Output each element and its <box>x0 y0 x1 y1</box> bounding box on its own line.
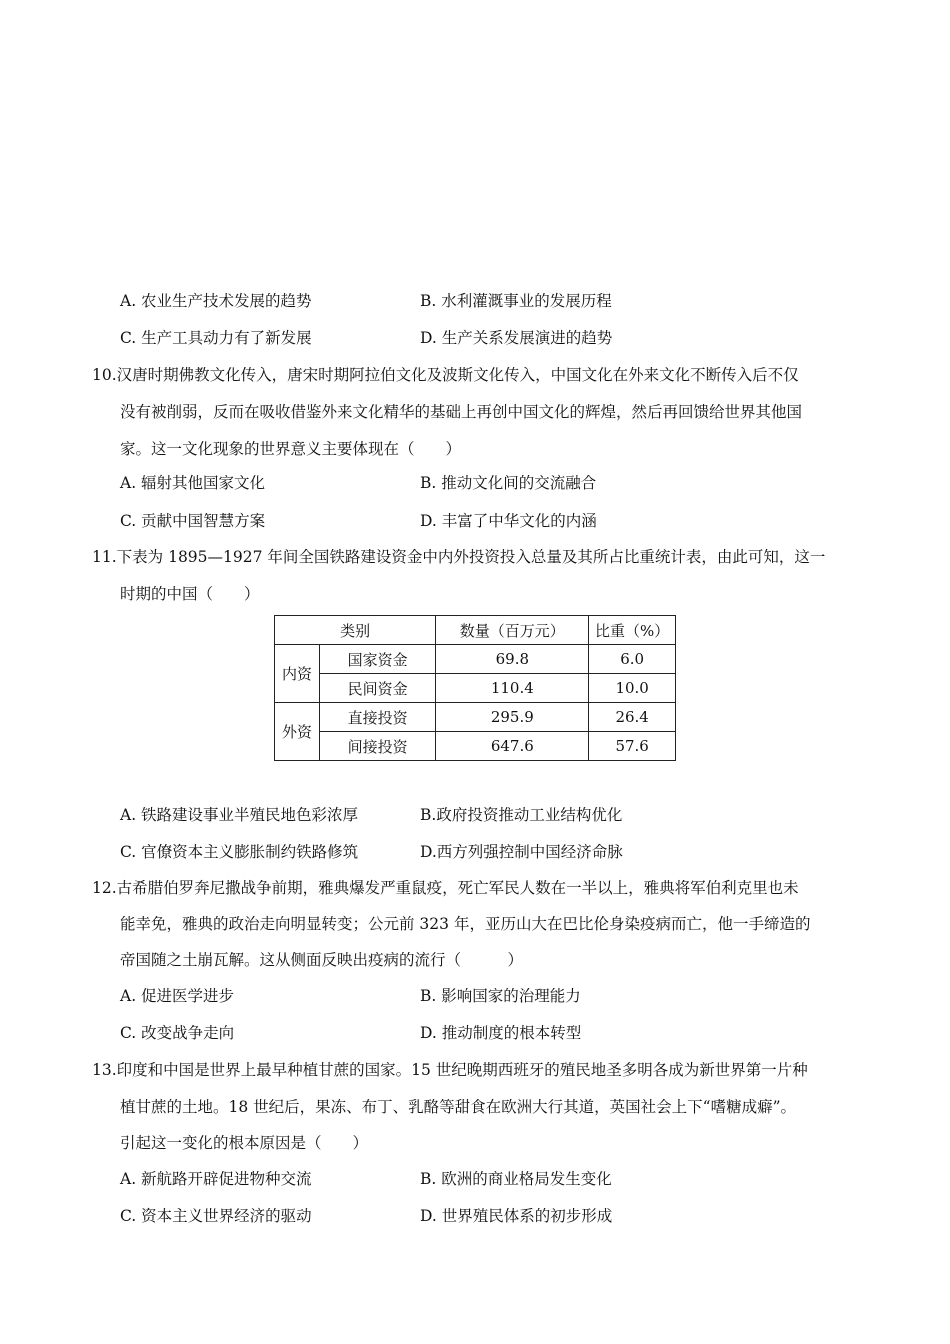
q9-option-c: C. 生产工具动力有了新发展 <box>120 329 312 347</box>
q13-stem-line-3: 引起这一变化的根本原因是（ ） <box>120 1134 369 1152</box>
q10-stem-line-2: 没有被削弱，反而在吸收借鉴外来文化精华的基础上再创中国文化的辉煌，然后再回馈给世界其他国 <box>120 403 803 421</box>
q10-option-c: C. 贡献中国智慧方案 <box>120 512 266 530</box>
q12-option-b: B. 影响国家的治理能力 <box>420 987 581 1005</box>
q9-option-d: D. 生产关系发展演进的趋势 <box>420 329 613 347</box>
q11-option-d: D.西方列强控制中国经济命脉 <box>420 843 623 861</box>
q12-option-d: D. 推动制度的根本转型 <box>420 1024 582 1042</box>
table-row <box>275 645 676 674</box>
table-cell: 国家资金 <box>320 645 436 674</box>
q12-option-a: A. 促进医学进步 <box>120 987 235 1005</box>
q12-stem-line-3: 帝国随之土崩瓦解。这从侧面反映出疫病的流行（ ） <box>120 951 524 969</box>
railway-investment-table <box>274 615 676 761</box>
q12-stem-line-2: 能幸免，雅典的政治走向明显转变；公元前 323 年，亚历山大在巴比伦身染疫病而亡，他一手缔造的 <box>120 915 811 933</box>
q12-option-c: C. 改变战争走向 <box>120 1024 235 1042</box>
table-cell: 民间资金 <box>320 674 436 703</box>
q13-option-c: C. 资本主义世界经济的驱动 <box>120 1207 312 1225</box>
q11-stem-line-1: 11.下表为 1895—1927 年间全国铁路建设资金中内外投资投入总量及其所占比重统计表，由此可知，这一 <box>92 548 826 566</box>
table-header-share: 比重（%） <box>589 616 676 645</box>
table-group-domestic: 内资 <box>275 645 320 703</box>
table-cell: 26.4 <box>589 703 676 732</box>
q11-option-b: B.政府投资推动工业结构优化 <box>420 806 623 824</box>
table-cell: 110.4 <box>436 674 589 703</box>
table-header-category: 类别 <box>275 616 436 645</box>
q11-stem-line-2: 时期的中国（ ） <box>120 585 260 603</box>
q10-option-d: D. 丰富了中华文化的内涵 <box>420 512 597 530</box>
table-cell: 647.6 <box>436 732 589 761</box>
table-row <box>275 703 676 732</box>
q11-option-c: C. 官僚资本主义膨胀制约铁路修筑 <box>120 843 359 861</box>
q13-option-b: B. 欧洲的商业格局发生变化 <box>420 1170 612 1188</box>
table-cell: 直接投资 <box>320 703 436 732</box>
table-row <box>275 674 676 703</box>
table-cell: 10.0 <box>589 674 676 703</box>
table-cell: 295.9 <box>436 703 589 732</box>
table-cell: 69.8 <box>436 645 589 674</box>
q10-option-b: B. 推动文化间的交流融合 <box>420 474 597 492</box>
table-header-amount: 数量（百万元） <box>436 616 589 645</box>
q9-option-b: B. 水利灌溉事业的发展历程 <box>420 292 612 310</box>
q13-stem-line-1: 13.印度和中国是世界上最早种植甘蔗的国家。15 世纪晚期西班牙的殖民地圣多明各成为新世界第一片种 <box>92 1061 808 1079</box>
q13-option-a: A. 新航路开辟促进物种交流 <box>120 1170 312 1188</box>
table-cell: 6.0 <box>589 645 676 674</box>
table-group-foreign: 外资 <box>275 703 320 761</box>
table-cell: 间接投资 <box>320 732 436 761</box>
q13-stem-line-2: 植甘蔗的土地。18 世纪后，果冻、布丁、乳酪等甜食在欧洲大行其道，英国社会上下“嗜糖成癖”。 <box>120 1098 797 1116</box>
q13-option-d: D. 世界殖民体系的初步形成 <box>420 1207 613 1225</box>
table-cell: 57.6 <box>589 732 676 761</box>
table-header-row <box>275 616 676 645</box>
q11-option-a: A. 铁路建设事业半殖民地色彩浓厚 <box>120 806 359 824</box>
table-row <box>275 732 676 761</box>
q10-stem-line-3: 家。这一文化现象的世界意义主要体现在（ ） <box>120 440 462 458</box>
q12-stem-line-1: 12.古希腊伯罗奔尼撒战争前期，雅典爆发严重鼠疫，死亡军民人数在一半以上，雅典将军伯利克里也未 <box>92 879 799 897</box>
q9-option-a: A. 农业生产技术发展的趋势 <box>120 292 312 310</box>
q10-stem-line-1: 10.汉唐时期佛教文化传入，唐宋时期阿拉伯文化及波斯文化传入，中国文化在外来文化不断传入后不仅 <box>92 366 799 384</box>
q10-option-a: A. 辐射其他国家文化 <box>120 474 266 492</box>
